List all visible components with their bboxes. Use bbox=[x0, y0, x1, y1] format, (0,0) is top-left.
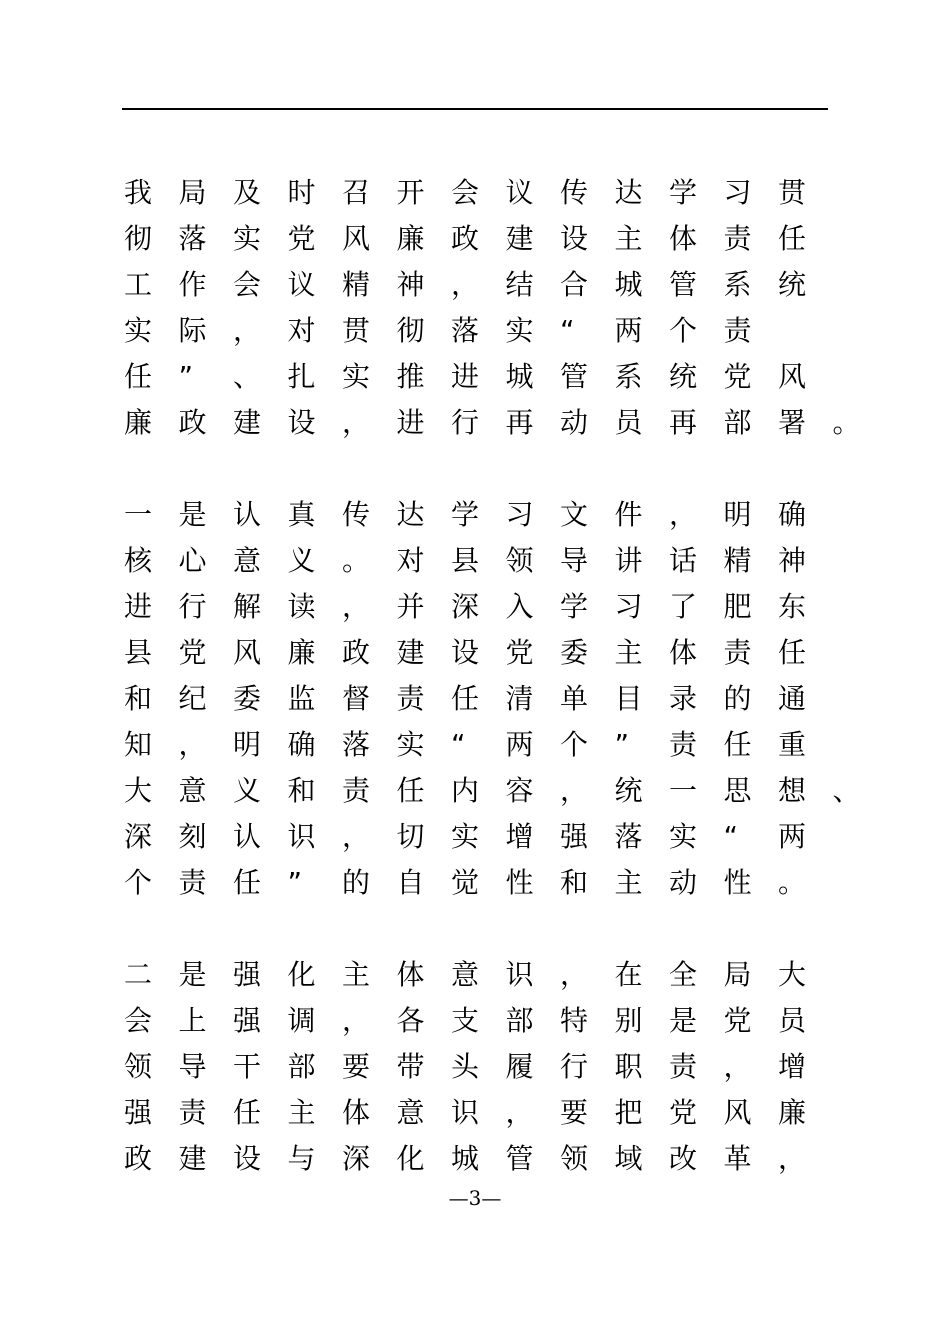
glyph: ， bbox=[342, 820, 371, 853]
glyph: 领 bbox=[560, 1142, 589, 1175]
glyph: 识 bbox=[287, 820, 316, 853]
glyph: ， bbox=[342, 590, 371, 623]
glyph: 学 bbox=[560, 590, 589, 623]
glyph: 责 bbox=[723, 222, 752, 255]
glyph: 一 bbox=[669, 774, 698, 807]
glyph: 入 bbox=[505, 590, 534, 623]
glyph: 风 bbox=[778, 360, 807, 393]
glyph: 设 bbox=[451, 636, 480, 669]
glyph: 建 bbox=[505, 222, 534, 255]
glyph: 意 bbox=[233, 544, 262, 577]
glyph: 议 bbox=[505, 176, 534, 209]
glyph: 调 bbox=[287, 1004, 316, 1037]
glyph: 体 bbox=[342, 1096, 371, 1129]
glyph: 城 bbox=[505, 360, 534, 393]
glyph: 重 bbox=[778, 728, 807, 761]
glyph: 任 bbox=[124, 360, 153, 393]
glyph: 知 bbox=[124, 728, 153, 761]
glyph: 的 bbox=[723, 682, 752, 715]
glyph: 委 bbox=[233, 682, 262, 715]
glyph: 部 bbox=[505, 1004, 534, 1037]
glyph: 贯 bbox=[342, 314, 371, 347]
glyph: 传 bbox=[560, 176, 589, 209]
glyph: 改 bbox=[669, 1142, 698, 1175]
glyph: 领 bbox=[505, 544, 534, 577]
glyph: 党 bbox=[723, 360, 752, 393]
glyph: 是 bbox=[178, 958, 207, 991]
glyph: 进 bbox=[396, 406, 425, 439]
glyph: 员 bbox=[614, 406, 643, 439]
glyph: 开 bbox=[396, 176, 425, 209]
glyph: 责 bbox=[396, 682, 425, 715]
glyph: 会 bbox=[451, 176, 480, 209]
glyph: 廉 bbox=[124, 406, 153, 439]
glyph: 真 bbox=[287, 498, 316, 531]
glyph: 落 bbox=[614, 820, 643, 853]
glyph: 实 bbox=[669, 820, 698, 853]
glyph: 心 bbox=[178, 544, 207, 577]
glyph: 领 bbox=[124, 1050, 153, 1083]
glyph: 意 bbox=[178, 774, 207, 807]
glyph: 深 bbox=[451, 590, 480, 623]
glyph: 精 bbox=[723, 544, 752, 577]
glyph: 再 bbox=[505, 406, 534, 439]
glyph: 落 bbox=[178, 222, 207, 255]
glyph: 革 bbox=[723, 1142, 752, 1175]
glyph: 增 bbox=[505, 820, 534, 853]
glyph: 大 bbox=[124, 774, 153, 807]
glyph: 两 bbox=[614, 314, 643, 347]
glyph: 义 bbox=[233, 774, 262, 807]
glyph: 导 bbox=[178, 1050, 207, 1083]
page-number: —3— bbox=[448, 1186, 502, 1210]
glyph: 体 bbox=[669, 222, 698, 255]
glyph: 深 bbox=[124, 820, 153, 853]
glyph: 统 bbox=[778, 268, 807, 301]
glyph: 实 bbox=[451, 820, 480, 853]
glyph: 个 bbox=[124, 866, 153, 899]
glyph: 实 bbox=[505, 314, 534, 347]
glyph: 会 bbox=[124, 1004, 153, 1037]
glyph: 自 bbox=[396, 866, 425, 899]
glyph: 合 bbox=[560, 268, 589, 301]
glyph: 是 bbox=[669, 1004, 698, 1037]
glyph: 对 bbox=[396, 544, 425, 577]
glyph: 与 bbox=[287, 1142, 316, 1175]
glyph: 支 bbox=[451, 1004, 480, 1037]
glyph: 实 bbox=[233, 222, 262, 255]
glyph: 及 bbox=[233, 176, 262, 209]
glyph: 体 bbox=[396, 958, 425, 991]
glyph: 特 bbox=[560, 1004, 589, 1037]
glyph: 单 bbox=[560, 682, 589, 715]
glyph: 设 bbox=[287, 406, 316, 439]
glyph: 是 bbox=[178, 498, 207, 531]
glyph: 统 bbox=[614, 774, 643, 807]
glyph: 任 bbox=[778, 222, 807, 255]
glyph: 内 bbox=[451, 774, 480, 807]
glyph: 局 bbox=[723, 958, 752, 991]
glyph: 上 bbox=[178, 1004, 207, 1037]
glyph: 神 bbox=[396, 268, 425, 301]
glyph: 委 bbox=[560, 636, 589, 669]
glyph: ， bbox=[233, 314, 262, 347]
glyph: 主 bbox=[287, 1096, 316, 1129]
glyph: 政 bbox=[342, 636, 371, 669]
glyph: 落 bbox=[342, 728, 371, 761]
glyph: 和 bbox=[287, 774, 316, 807]
glyph: ， bbox=[723, 1050, 752, 1083]
glyph: 化 bbox=[396, 1142, 425, 1175]
glyph: 读 bbox=[287, 590, 316, 623]
glyph: 神 bbox=[778, 544, 807, 577]
glyph: 系 bbox=[723, 268, 752, 301]
glyph: “ bbox=[560, 314, 575, 347]
glyph: 化 bbox=[287, 958, 316, 991]
glyph: 廉 bbox=[396, 222, 425, 255]
glyph: 强 bbox=[233, 958, 262, 991]
glyph: 统 bbox=[669, 360, 698, 393]
glyph: 体 bbox=[669, 636, 698, 669]
glyph: 任 bbox=[778, 636, 807, 669]
glyph: 城 bbox=[614, 268, 643, 301]
glyph: 风 bbox=[342, 222, 371, 255]
glyph: 彻 bbox=[396, 314, 425, 347]
glyph: 。 bbox=[778, 866, 807, 899]
glyph: 责 bbox=[723, 636, 752, 669]
glyph: 实 bbox=[124, 314, 153, 347]
glyph: 设 bbox=[560, 222, 589, 255]
glyph: 政 bbox=[124, 1142, 153, 1175]
glyph: 系 bbox=[614, 360, 643, 393]
glyph: 把 bbox=[614, 1096, 643, 1129]
glyph: 任 bbox=[233, 866, 262, 899]
glyph: 东 bbox=[778, 590, 807, 623]
glyph: 意 bbox=[451, 958, 480, 991]
glyph: 召 bbox=[342, 176, 371, 209]
glyph: 部 bbox=[287, 1050, 316, 1083]
glyph: 明 bbox=[723, 498, 752, 531]
glyph: ， bbox=[560, 774, 589, 807]
glyph: 别 bbox=[614, 1004, 643, 1037]
glyph: 性 bbox=[723, 866, 752, 899]
glyph: ， bbox=[505, 1096, 534, 1129]
glyph: 扎 bbox=[287, 360, 316, 393]
glyph: 识 bbox=[451, 1096, 480, 1129]
glyph: 行 bbox=[560, 1050, 589, 1083]
glyph: 认 bbox=[233, 820, 262, 853]
glyph: 习 bbox=[505, 498, 534, 531]
glyph: 两 bbox=[505, 728, 534, 761]
glyph: 件 bbox=[614, 498, 643, 531]
glyph: 作 bbox=[178, 268, 207, 301]
header-rule bbox=[122, 108, 828, 110]
glyph: 城 bbox=[451, 1142, 480, 1175]
glyph: 建 bbox=[233, 406, 262, 439]
glyph: 各 bbox=[396, 1004, 425, 1037]
glyph: 二 bbox=[124, 958, 153, 991]
glyph: 推 bbox=[396, 360, 425, 393]
glyph: 容 bbox=[505, 774, 534, 807]
glyph: ， bbox=[560, 958, 589, 991]
glyph: 实 bbox=[342, 360, 371, 393]
glyph: ， bbox=[451, 268, 480, 301]
glyph: 切 bbox=[396, 820, 425, 853]
glyph: 职 bbox=[614, 1050, 643, 1083]
glyph: 强 bbox=[233, 1004, 262, 1037]
glyph: 学 bbox=[451, 498, 480, 531]
glyph: 风 bbox=[723, 1096, 752, 1129]
glyph: 想 bbox=[778, 774, 807, 807]
glyph: 设 bbox=[233, 1142, 262, 1175]
glyph: 习 bbox=[614, 590, 643, 623]
glyph: 觉 bbox=[451, 866, 480, 899]
glyph: 部 bbox=[723, 406, 752, 439]
glyph: 全 bbox=[669, 958, 698, 991]
glyph: 管 bbox=[560, 360, 589, 393]
glyph: 域 bbox=[614, 1142, 643, 1175]
glyph: 一 bbox=[124, 498, 153, 531]
glyph: 深 bbox=[342, 1142, 371, 1175]
glyph: 会 bbox=[233, 268, 262, 301]
glyph: 、 bbox=[832, 774, 861, 807]
glyph: 传 bbox=[342, 498, 371, 531]
glyph: 强 bbox=[124, 1096, 153, 1129]
glyph: ， bbox=[778, 1142, 807, 1175]
glyph: 员 bbox=[778, 1004, 807, 1037]
glyph: 识 bbox=[505, 958, 534, 991]
glyph: 行 bbox=[178, 590, 207, 623]
glyph: 、 bbox=[233, 360, 262, 393]
glyph: 贯 bbox=[778, 176, 807, 209]
glyph: 要 bbox=[342, 1050, 371, 1083]
glyph: 学 bbox=[669, 176, 698, 209]
glyph: 彻 bbox=[124, 222, 153, 255]
glyph: 解 bbox=[233, 590, 262, 623]
glyph: 我 bbox=[124, 176, 153, 209]
glyph: 和 bbox=[124, 682, 153, 715]
glyph: 纪 bbox=[178, 682, 207, 715]
glyph: 党 bbox=[505, 636, 534, 669]
glyph: 履 bbox=[505, 1050, 534, 1083]
glyph: 主 bbox=[342, 958, 371, 991]
glyph: 时 bbox=[287, 176, 316, 209]
glyph: 任 bbox=[396, 774, 425, 807]
glyph: 党 bbox=[669, 1096, 698, 1129]
glyph: ， bbox=[178, 728, 207, 761]
glyph: 和 bbox=[560, 866, 589, 899]
glyph: 责 bbox=[723, 314, 752, 347]
glyph: ” bbox=[178, 360, 194, 393]
glyph: 管 bbox=[505, 1142, 534, 1175]
glyph: 动 bbox=[560, 406, 589, 439]
glyph: 干 bbox=[233, 1050, 262, 1083]
glyph: 建 bbox=[396, 636, 425, 669]
glyph: 核 bbox=[124, 544, 153, 577]
glyph: 思 bbox=[723, 774, 752, 807]
glyph: 肥 bbox=[723, 590, 752, 623]
glyph: 两 bbox=[778, 820, 807, 853]
glyph: 清 bbox=[505, 682, 534, 715]
glyph: 认 bbox=[233, 498, 262, 531]
glyph: 目 bbox=[614, 682, 643, 715]
glyph: 责 bbox=[178, 866, 207, 899]
glyph: 确 bbox=[287, 728, 316, 761]
glyph: ， bbox=[669, 498, 698, 531]
glyph: 带 bbox=[396, 1050, 425, 1083]
glyph: 党 bbox=[287, 222, 316, 255]
glyph: 确 bbox=[778, 498, 807, 531]
glyph: 习 bbox=[723, 176, 752, 209]
glyph: 大 bbox=[778, 958, 807, 991]
glyph: 工 bbox=[124, 268, 153, 301]
glyph: 主 bbox=[614, 222, 643, 255]
glyph: “ bbox=[451, 728, 466, 761]
glyph: 进 bbox=[451, 360, 480, 393]
glyph: 责 bbox=[669, 1050, 698, 1083]
glyph: 明 bbox=[233, 728, 262, 761]
glyph: 县 bbox=[451, 544, 480, 577]
glyph: 要 bbox=[560, 1096, 589, 1129]
glyph: 增 bbox=[778, 1050, 807, 1083]
glyph: 责 bbox=[178, 1096, 207, 1129]
glyph: 个 bbox=[669, 314, 698, 347]
glyph: 责 bbox=[342, 774, 371, 807]
glyph: 。 bbox=[342, 544, 371, 577]
glyph: 意 bbox=[396, 1096, 425, 1129]
glyph: 头 bbox=[451, 1050, 480, 1083]
glyph: 达 bbox=[396, 498, 425, 531]
glyph: ， bbox=[342, 1004, 371, 1037]
glyph: 际 bbox=[178, 314, 207, 347]
glyph: 风 bbox=[233, 636, 262, 669]
glyph: 强 bbox=[560, 820, 589, 853]
glyph: ” bbox=[287, 866, 303, 899]
glyph: 政 bbox=[451, 222, 480, 255]
glyph: 廉 bbox=[287, 636, 316, 669]
glyph: 县 bbox=[124, 636, 153, 669]
glyph: 党 bbox=[723, 1004, 752, 1037]
glyph: 动 bbox=[669, 866, 698, 899]
glyph: ， bbox=[342, 406, 371, 439]
glyph: 了 bbox=[669, 590, 698, 623]
glyph: 议 bbox=[287, 268, 316, 301]
glyph: 责 bbox=[669, 728, 698, 761]
glyph: 个 bbox=[560, 728, 589, 761]
glyph: 监 bbox=[287, 682, 316, 715]
glyph: 讲 bbox=[614, 544, 643, 577]
glyph: 录 bbox=[669, 682, 698, 715]
glyph: 政 bbox=[178, 406, 207, 439]
glyph: 任 bbox=[723, 728, 752, 761]
glyph: 。 bbox=[832, 406, 861, 439]
glyph: 任 bbox=[233, 1096, 262, 1129]
glyph: 进 bbox=[124, 590, 153, 623]
glyph: 任 bbox=[451, 682, 480, 715]
glyph: 话 bbox=[669, 544, 698, 577]
glyph: 性 bbox=[505, 866, 534, 899]
glyph: 导 bbox=[560, 544, 589, 577]
glyph: 督 bbox=[342, 682, 371, 715]
glyph: 主 bbox=[614, 866, 643, 899]
glyph: “ bbox=[723, 820, 739, 853]
glyph: 对 bbox=[287, 314, 316, 347]
glyph: 主 bbox=[614, 636, 643, 669]
glyph: 署 bbox=[778, 406, 807, 439]
glyph: 廉 bbox=[778, 1096, 807, 1129]
glyph: 的 bbox=[342, 866, 371, 899]
glyph: 文 bbox=[560, 498, 589, 531]
glyph: 党 bbox=[178, 636, 207, 669]
glyph: 通 bbox=[778, 682, 807, 715]
glyph: 局 bbox=[178, 176, 207, 209]
glyph: 落 bbox=[451, 314, 480, 347]
glyph: 达 bbox=[614, 176, 643, 209]
glyph: 结 bbox=[505, 268, 534, 301]
glyph: 再 bbox=[669, 406, 698, 439]
glyph: ” bbox=[614, 728, 630, 761]
glyph: 并 bbox=[396, 590, 425, 623]
glyph: 行 bbox=[451, 406, 480, 439]
glyph: 义 bbox=[287, 544, 316, 577]
glyph: 刻 bbox=[178, 820, 207, 853]
glyph: 精 bbox=[342, 268, 371, 301]
glyph: 在 bbox=[614, 958, 643, 991]
glyph: 管 bbox=[669, 268, 698, 301]
glyph: 建 bbox=[178, 1142, 207, 1175]
glyph: 实 bbox=[396, 728, 425, 761]
